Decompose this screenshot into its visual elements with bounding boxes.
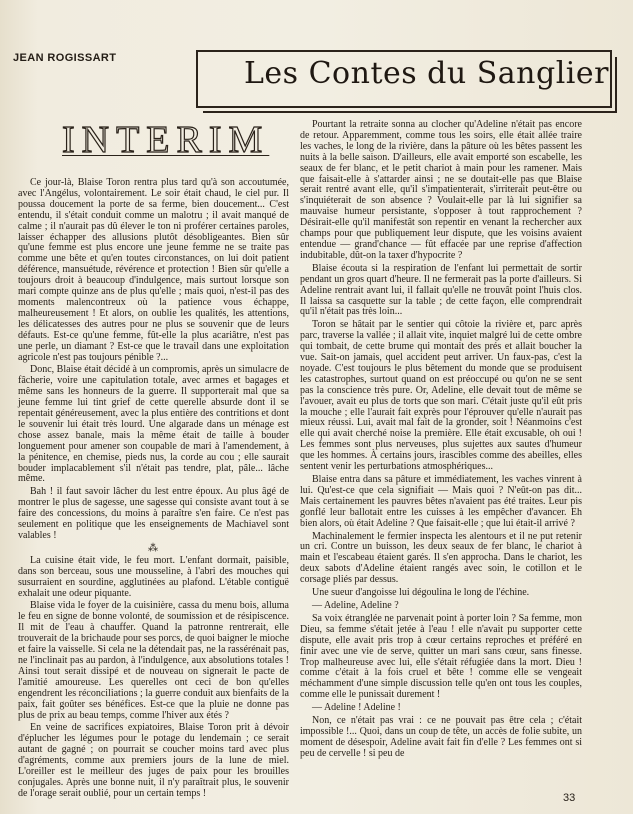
paragraph: Blaise écouta si la respiration de l'enfant lui permettait de sortir pendant un gros quart d'heure. Il ne fermerait pas la porte d'ailleurs. Si Adeline rentrait avant lui, il fallait qu'elle ne trouvât point l'huis clos. Il laissa sa casquette sur la table ; de cette façon, elle comprendrait qu'il n'était pas très loin... bbox=[300, 262, 582, 318]
paragraph: Ce jour-là, Blaise Toron rentra plus tard qu'à son accoutumée, avec l'Angélus, volontairement. Le soir était chaud, le ciel pur. Il poussa doucement la porte de sa ferme, bien doucement... C'est entendu, il s'était conduit comme un malotru ; il avait manqué de calme ; il n'aurait pas dû élever le ton ni proférer certaines paroles, laisser échapper des allusions plutôt désobligeantes. Bien sûr qu'une femme est plus encore une jeune femme ne se traite pas comme une bête et qu'en toutes circonstances, on lui doit patient déférence, mansuétude, révérence et protection ! Bien sûr qu'elle a toujours droit à beaucoup d'indulgence, mais surtout lorsque son mari compte quinze ans de plus qu'elle ; mais quoi, n'est-il pas des moments malencontreux où la patience vous échappe, malheureusement ! Et alors, on oublie les qualités, les attentions, les délicatesses des autres pour ne plus se souvenir que de leurs défauts. Est-ce qu'une femme, fût-elle la plus acariâtre, n'est pas une perle, un diamant ? Est-ce que le travail dans une exploitation agricole n'est pas toujours pénible ?... bbox=[18, 177, 289, 363]
paragraph: Non, ce n'était pas vrai : ce ne pouvait pas être cela ; c'était impossible !... Quoi, dans un coup de tête, un accès de folie subite, un moment de désespoir, Adeline avait fait fin d'elle ? Les femmes ont si peu de cervelle ! si peu de bbox=[300, 715, 582, 759]
author-name: JEAN ROGISSART bbox=[13, 52, 117, 64]
paragraph: Toron se hâtait par le sentier qui côtoie la rivière et, parc après parc, traverse la vallée ; il allait vite, inquiet malgré lui de cette ombre qui tombait, de cette brume qui montait des prés et allait boucher la vue. Sait-on jamais, quel accident peut arriver. Un faux-pas, c'est la noyade. C'est toujours le plus bêtement du monde que se produisent les catastrophes, surtout quand on est préoccupé ou qu'on ne se sent pas la conscience très pure. Or, Adeline, elle devait tout de même se l'avouer, avait eu plus de torts que son mari. C'était juste qu'il eût pris la mouche ; elle l'aurait fait exprès pour l'éprouver qu'elle n'aurait pas mieux réussi. Lui, avait mal fait de la gronder, soit ! Néanmoins c'est elle qui avait cherché noise la première. Elle était excusable, oh oui ! Les femmes sont plus nerveuses, plus sujettes aux sautes d'humeur que les hommes. À certains jours, irascibles comme des abeilles, elles sentent venir les perturbations atmosphériques... bbox=[300, 319, 582, 473]
left-column bbox=[18, 178, 289, 802]
paragraph: Machinalement le fermier inspecta les alentours et il ne put retenir un cri. Contre un buisson, les deux seaux de fer blanc, le chariot à main et l'escabeau étaient garés. Il s'en approcha. Dans le chariot, les deux sabots d'Adeline étaient rangés avec soin, le cotillon et le corsage pliés par dessus. bbox=[300, 530, 582, 586]
paragraph: La cuisine était vide, le feu mort. L'enfant dormait, paisible, dans son berceau, sous une mousseline, à l'abri des mouches qui susurraient en sourdine, agglutinées au plafond. L'étable contiguë exhalait une odeur piquante. bbox=[18, 554, 289, 599]
story-title: INTERIM bbox=[62, 119, 270, 161]
paragraph: Blaise vida le foyer de la cuisinière, cassa du menu bois, alluma le feu en signe de bonne volonté, de soumission et de résipiscence. Il mit de l'eau à chauffer. Quand la patronne rentrerait, elle trouverait de la brichaude pour ses porcs, de quoi baigner le mioche et faire la vaisselle. Si cela ne la détendait pas, ne la rassérénait pas, ne l'inclinait pas au pardon, à l'indulgence, aux absolutions totales ! Ainsi tout serait dissipé et de nouveau on signerait le pacte de l'amitié amoureuse. Les querelles ont ceci de bon qu'elles engendrent les réconciliations ; la guerre conduit aux bienfaits de la paix, fait goûter ses bénéfices. Est-ce que la pluie ne donne pas plus de prix au beau temps, comme l'hiver aux étés ? bbox=[18, 600, 290, 721]
paragraph: Sa voix étranglée ne parvenait point à porter loin ? Sa femme, mon Dieu, sa femme s'était jetée à l'eau ! elle n'avait pu supporter cette dispute, elle avait pris trop à cœur certains reproches et préféré en finir avec une vie de serve, quitter un mari sans cœur, sans finesse. Trop malheureuse avec lui, elle s'était réfugiée dans la mort. Dieu ! comme c'était à la fois cruel et bête ! comme elle se vengeait méchamment d'une simple discussion telle qu'en ont tous les couples, comme elle le punissait durement ! bbox=[300, 612, 582, 701]
section-separator: ⁂ bbox=[148, 542, 159, 554]
paragraph: En veine de sacrifices expiatoires, Blaise Toron prit à dévoir d'éplucher les légumes pour le potage du lendemain ; ce serait autant de gagné ; on pourrait se coucher moins tard avec plus d'agréments, comme aux premiers jours de la lune de miel. L'oreiller est le meilleur des juges de paix pour les brouilles conjugales. Après une bonne nuit, il n'y paraîtrait plus, le souvenir de l'orage serait oublié, pour un certain temps ! bbox=[18, 722, 289, 799]
paragraph: Bah ! il faut savoir lâcher du lest entre époux. Au plus âgé de montrer le plus de sagesse, une sagesse qui consiste avant tout à se faire des concessions, du moins à paraître s'en faire. Ce n'est pas seulement en politique que les enseignements de Machiavel sont valables ! bbox=[18, 486, 289, 541]
series-title: Les Contes du Sanglier bbox=[244, 56, 609, 91]
page-number: 33 bbox=[563, 792, 576, 804]
paragraph: Une sueur d'angoisse lui dégoulina le long de l'échine. bbox=[312, 587, 530, 599]
dialog-line: — Adeline, Adeline ? bbox=[312, 599, 399, 611]
paragraph: Blaise entra dans sa pâture et immédiatement, les vaches vinrent à lui. Qu'est-ce que cela signifiait — Mais quoi ? N'eût-on pas dit... Mais certainement les pauvres bêtes n'avaient pas été traites. Leur pis gonflé leur ballotait entre les cuisses à les empêcher d'avancer. Eh bien alors, où était Adeline ? Que faisait-elle ; que lui était-il arrivé ? bbox=[300, 474, 582, 529]
paragraph: Donc, Blaise était décidé à un compromis, après un simulacre de fâcherie, voire une capitulation totale, avec armes et bagages et même sans les honneurs de la guerre. Il supporterait mal que sa jeune femme lui tint grief de cette querelle absurde dont il se repentait généreusement, avec la plus entière des contritions et dont le souvenir lui était très lourd. Une algarade dans un ménage est chose assez banale, mais la même était de taille à bouder longuement pour amener son coupable de mari à l'amendement, à la pénitence, en chemise, pieds nus, la corde au cou ; elle saurait bouder implacablement s'il n'était pas tendre, plat, pâle... lâche même. bbox=[18, 364, 289, 485]
paragraph: Pourtant la retraite sonna au clocher qu'Adeline n'était pas encore de retour. Apparemment, comme tous les soirs, elle était allée traire les vaches, le long de la rivière, dans la pâture où les bêtes passent les nuits à la belle saison. D'ailleurs, elle avait emporté son escabelle, les seaux de fer blanc, et le petit chariot à main pour les ramener. Mais que faisait-elle à s'attarder ainsi ; ne se doutait-elle pas que Blaise serait rentré avant elle, qu'il s'impatienterait, s'irriterait peut-être ou s'inquiéterait de son absence ? Voulait-elle par là lui signifier sa mauvaise humeur persistante, s'opposer à tout rapprochement ? Désirait-elle qu'il manifestât son repentir en venant la rechercher aux champs pour que publiquement leur dispute, que les voisins avaient entendue — grand'chance — fût effacée par une reprise d'affection indubitable, dût-on la taxer d'hypocrite ? bbox=[300, 119, 582, 261]
dialog-line: — Adeline ! Adeline ! bbox=[312, 702, 401, 714]
right-column bbox=[300, 120, 582, 762]
